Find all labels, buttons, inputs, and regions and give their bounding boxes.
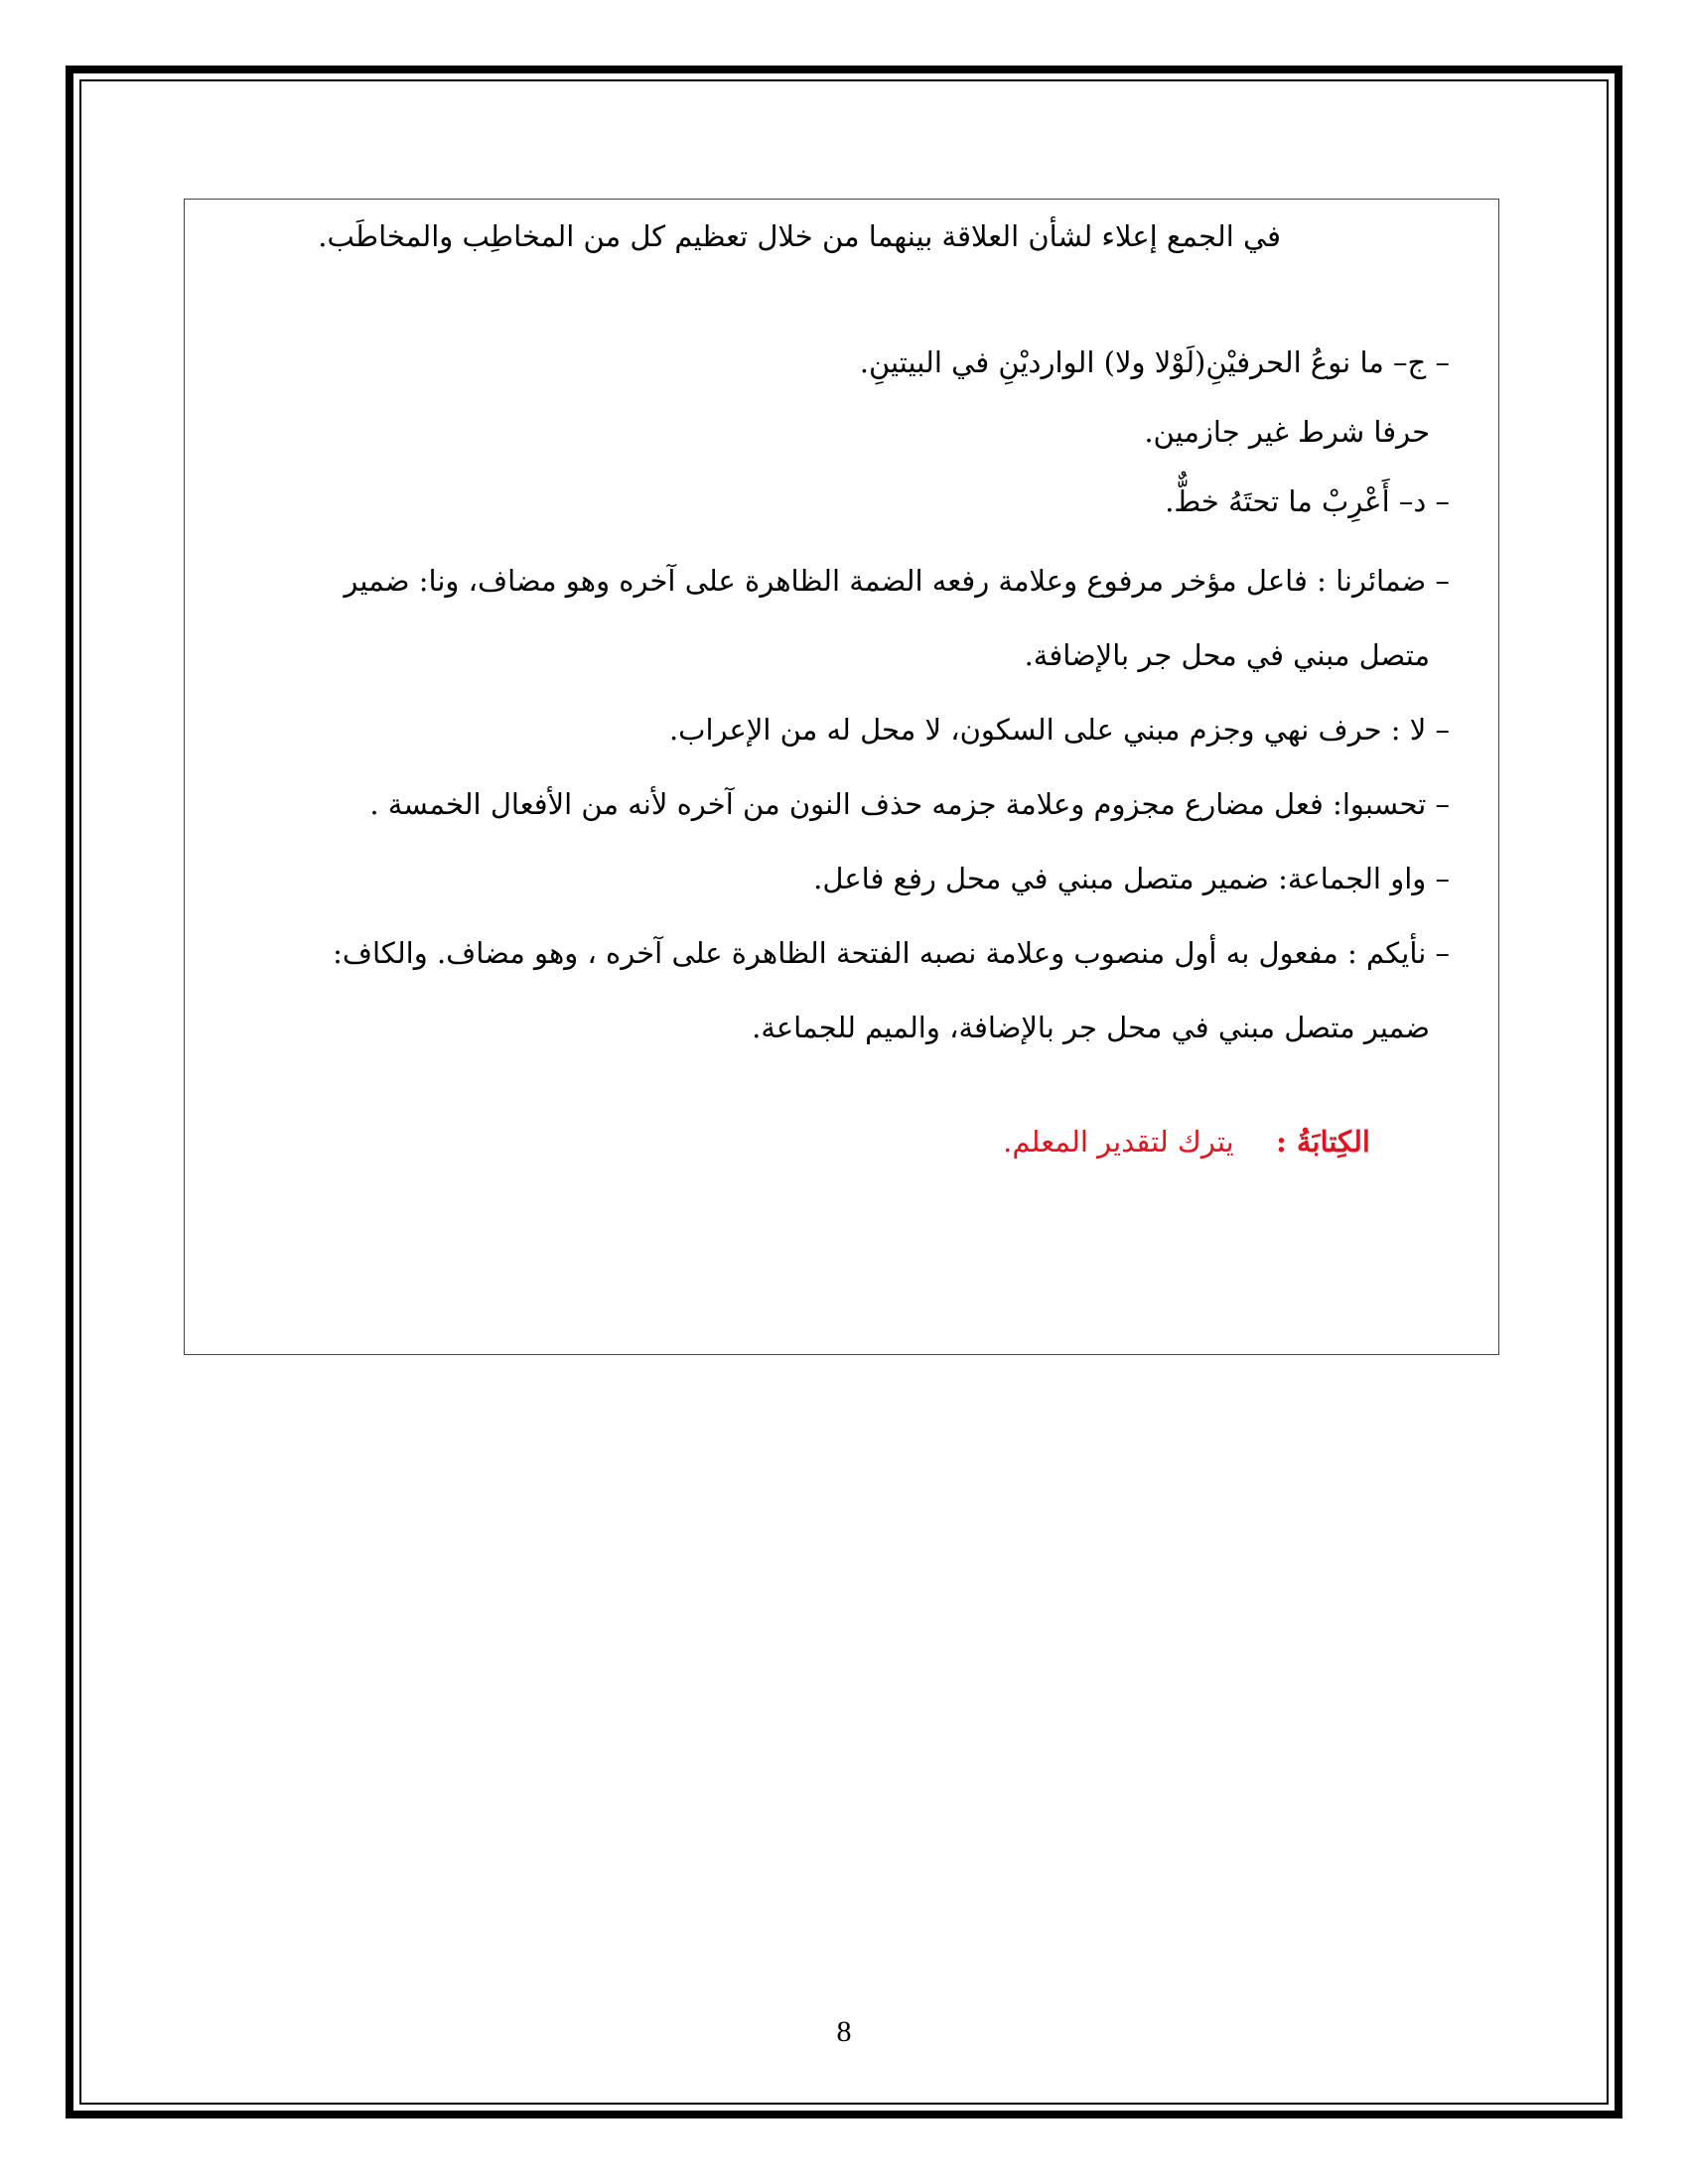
parse-nayikum-line2: ضمير متصل مبني في محل جر بالإضافة، والميم للجماعة. <box>752 1011 1430 1044</box>
parse-tahsabu: – تحسبوا: فعل مضارع مجزوم وعلامة جزمه حذف النون من آخره لأنه من الأفعال الخمسة . <box>369 787 1450 821</box>
question-c: – ج– ما نوعُ الحرفيْنِ(لَوْلا ولا) الوارديْنِ في البيتينِ. <box>859 345 1450 379</box>
parse-nayikum-line1: – نأيكم : مفعول به أول منصوب وعلامة نصبه الفتحة الظاهرة على آخره ، وهو مضاف. والكاف: <box>333 936 1450 970</box>
page-number: 8 <box>836 2015 852 2048</box>
writing-line <box>1003 1122 1370 1161</box>
parse-damairuna-line1: – ضمائرنا : فاعل مؤخر مرفوع وعلامة رفعه الضمة الظاهرة على آخره وهو مضاف، ونا: ضمير <box>344 564 1450 598</box>
intro-line: في الجمع إعلاء لشأن العلاقة بينهما من خلال تعظيم كل من المخاطِب والمخاطَب. <box>318 219 1281 253</box>
writing-text: يترك لتقدير المعلم. <box>1003 1125 1234 1159</box>
question-d: – د– أَعْرِبْ ما تحتَهُ خطٌّ. <box>1165 484 1450 518</box>
parse-la: – لا : حرف نهي وجزم مبني على السكون، لا محل له من الإعراب. <box>668 713 1450 747</box>
parse-damairuna-line2: متصل مبني في محل جر بالإضافة. <box>1024 638 1430 672</box>
parse-waw-aljamaa: – واو الجماعة: ضمير متصل مبني في محل رفع فاعل. <box>813 862 1450 895</box>
writing-label: الكِتابَةُ : <box>1276 1125 1370 1159</box>
answer-c: حرفا شرط غير جازمين. <box>1144 415 1430 449</box>
